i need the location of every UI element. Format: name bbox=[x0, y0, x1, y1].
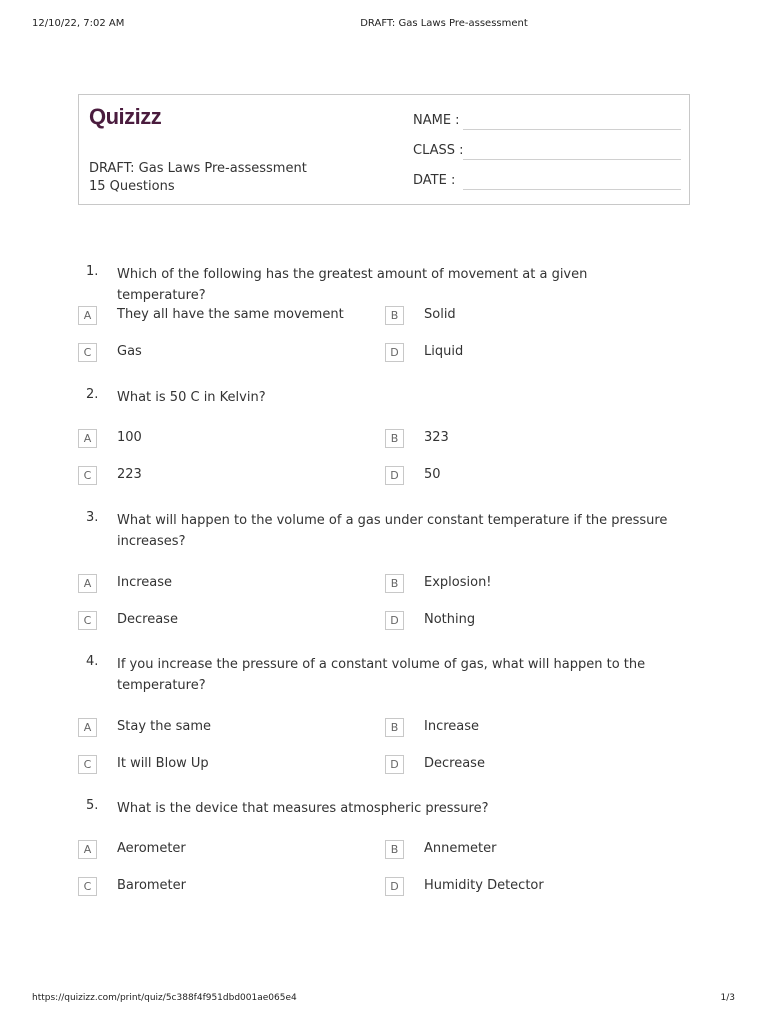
option-text: 223 bbox=[117, 467, 142, 482]
option-text: Explosion! bbox=[424, 575, 492, 590]
option-text: Humidity Detector bbox=[424, 878, 544, 893]
question-number: 5. bbox=[86, 798, 99, 813]
option-letter-box: C bbox=[78, 466, 97, 485]
svg-text:Quizizz: Quizizz bbox=[89, 104, 162, 129]
class-label: CLASS : bbox=[413, 143, 464, 158]
option-letter-box: A bbox=[78, 306, 97, 325]
option-letter-box: D bbox=[385, 343, 404, 362]
quizizz-logo bbox=[89, 103, 179, 129]
date-label: DATE : bbox=[413, 173, 456, 188]
option-letter-box: B bbox=[385, 306, 404, 325]
option-letter-box: B bbox=[385, 840, 404, 859]
option-text: Liquid bbox=[424, 344, 464, 359]
date-line bbox=[463, 189, 681, 190]
option-letter-box: A bbox=[78, 429, 97, 448]
question-text: If you increase the pressure of a constant volume of gas, what will happen to the temperature? bbox=[117, 657, 646, 693]
question-text: What is 50 C in Kelvin? bbox=[117, 390, 266, 405]
option-letter-box: B bbox=[385, 574, 404, 593]
option-letter-box: D bbox=[385, 466, 404, 485]
footer-url: https://quizizz.com/print/quiz/5c388f4f951dbd001ae065e4 bbox=[32, 993, 297, 1003]
option-text: They all have the same movement bbox=[117, 307, 344, 322]
page-number: 1/3 bbox=[720, 993, 735, 1003]
question-number: 3. bbox=[86, 510, 99, 525]
name-line bbox=[463, 129, 681, 130]
option-letter-box: A bbox=[78, 718, 97, 737]
option-text: Decrease bbox=[424, 756, 485, 771]
option-letter-box: C bbox=[78, 755, 97, 774]
option-text: Solid bbox=[424, 307, 456, 322]
option-letter-box: C bbox=[78, 343, 97, 362]
question-count: 15 Questions bbox=[89, 179, 175, 194]
option-letter-box: D bbox=[385, 877, 404, 896]
option-text: Nothing bbox=[424, 612, 476, 627]
print-datetime: 12/10/22, 7:02 AM bbox=[32, 18, 125, 29]
option-letter-box: D bbox=[385, 755, 404, 774]
option-letter-box: C bbox=[78, 877, 97, 896]
option-text: It will Blow Up bbox=[117, 756, 209, 771]
option-letter-box: A bbox=[78, 840, 97, 859]
option-text: Annemeter bbox=[424, 841, 497, 856]
name-label: NAME : bbox=[413, 113, 460, 128]
option-text: Barometer bbox=[117, 878, 186, 893]
option-text: Decrease bbox=[117, 612, 178, 627]
option-text: 323 bbox=[424, 430, 449, 445]
option-text: Stay the same bbox=[117, 719, 212, 734]
option-text: Increase bbox=[117, 575, 173, 590]
question-text: What is the device that measures atmospheric pressure? bbox=[117, 801, 489, 816]
question-number: 4. bbox=[86, 654, 99, 669]
option-text: 100 bbox=[117, 430, 142, 445]
option-text: 50 bbox=[424, 467, 441, 482]
question-text: Which of the following has the greatest amount of movement at a given temperature? bbox=[117, 267, 588, 303]
option-letter-box: B bbox=[385, 718, 404, 737]
option-letter-box: A bbox=[78, 574, 97, 593]
question-number: 1. bbox=[86, 264, 99, 279]
option-letter-box: B bbox=[385, 429, 404, 448]
option-letter-box: C bbox=[78, 611, 97, 630]
question-text: What will happen to the volume of a gas under constant temperature if the pressure increases? bbox=[117, 513, 668, 549]
quiz-title: DRAFT: Gas Laws Pre-assessment bbox=[89, 161, 307, 176]
question-number: 2. bbox=[86, 387, 99, 402]
worksheet-header bbox=[78, 94, 690, 205]
option-text: Aerometer bbox=[117, 841, 186, 856]
print-page-title: DRAFT: Gas Laws Pre-assessment bbox=[360, 18, 528, 29]
option-text: Gas bbox=[117, 344, 142, 359]
option-letter-box: D bbox=[385, 611, 404, 630]
class-line bbox=[463, 159, 681, 160]
option-text: Increase bbox=[424, 719, 480, 734]
